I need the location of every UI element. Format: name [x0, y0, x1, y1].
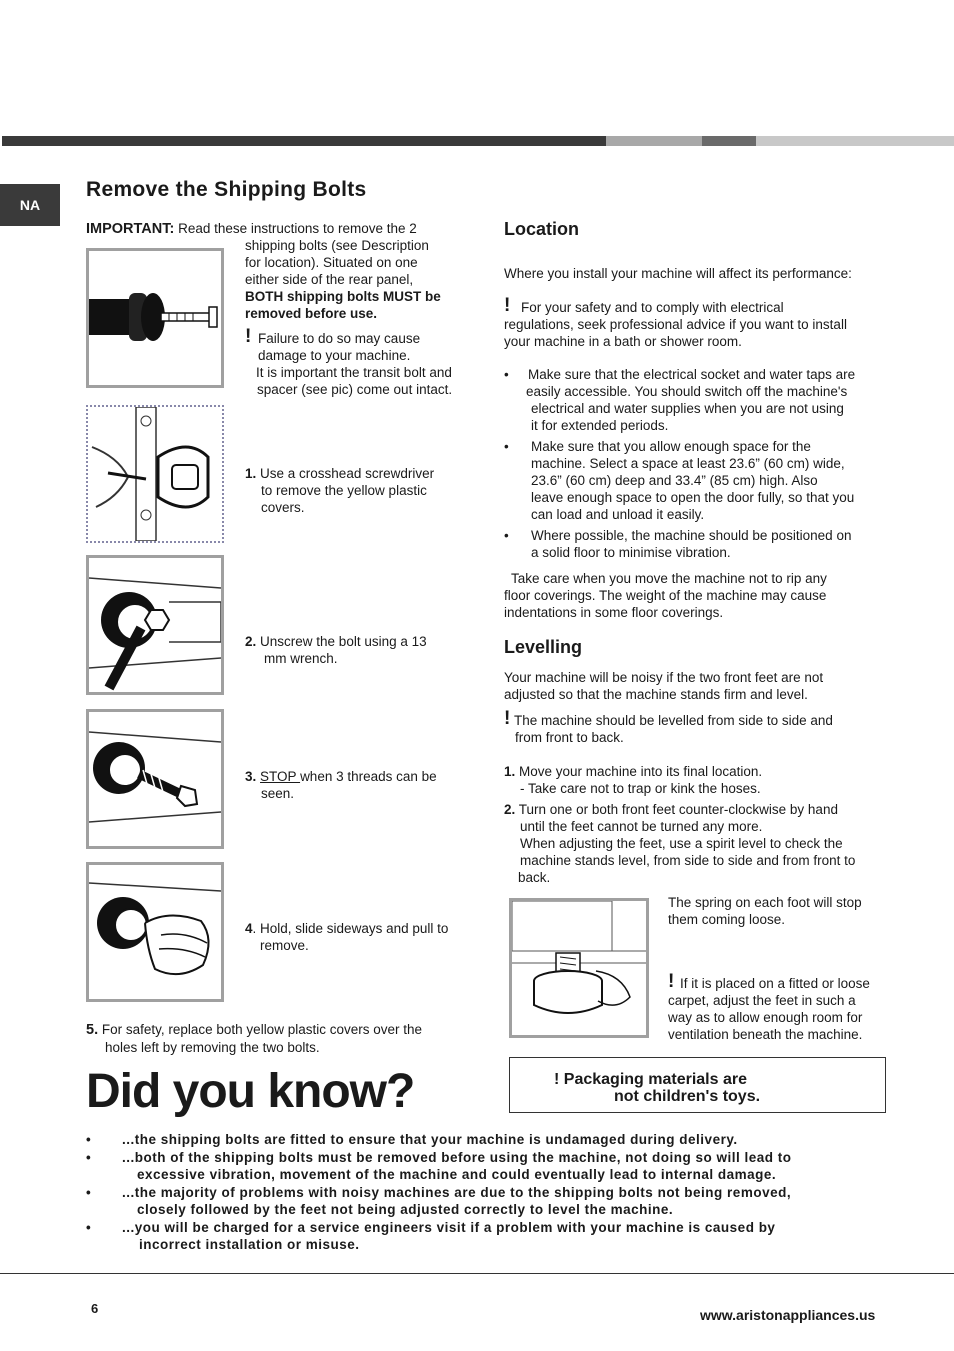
step-5: 5. For safety, replace both yellow plastic covers over the holes left by removing the two bolts. — [86, 1022, 423, 1055]
location-title: Location — [504, 219, 579, 239]
did-you-know-list — [86, 1131, 876, 1254]
levelling-warning-icon: ! — [504, 708, 511, 729]
shipping-warning-note: It is important the transit bolt and spacer (see pic) come out intact. — [256, 365, 453, 397]
location-bullet-1: • Make sure that the electrical socket and water taps are easily accessible. You should switch off the machine's electrical and water supplies when you are not using it for extended periods. — [504, 367, 856, 433]
step-3: 3. STOP when 3 threads can be seen. — [245, 769, 437, 801]
header-bar-dark — [2, 136, 606, 146]
did-you-know-title: Did you know? — [86, 1065, 415, 1118]
list-item: • ...you will be charged for a service engineers visit if a problem with your machine is caused by incorrect installation or misuse. — [86, 1219, 776, 1252]
hand-pull-drawing — [89, 865, 221, 999]
header-bar-mid — [702, 136, 756, 146]
adjustable-foot-illustration — [509, 898, 649, 1038]
page-number: 6 — [91, 1301, 99, 1316]
important-text: Read these instructions to remove the 2 — [178, 221, 417, 236]
location-intro: Where you install your machine will affect its performance: — [504, 266, 852, 281]
shipping-title: Remove the Shipping Bolts — [86, 178, 367, 201]
footer-divider — [0, 1273, 954, 1274]
transit-bolt-drawing — [89, 251, 221, 385]
levelling-step-1: 1. Move your machine into its final location. - Take care not to trap or kink the hoses. — [504, 764, 763, 796]
must-remove-note: BOTH shipping bolts MUST be removed before use. — [245, 289, 441, 321]
wrench-drawing — [89, 558, 221, 692]
step-4: 4. Hold, slide sideways and pull to remove. — [245, 921, 449, 953]
warning-exclamation-icon: ! — [245, 326, 252, 347]
list-item: • ...the majority of problems with noisy machines are due to the shipping bolts not being removed, closely followed by the feet not being adjusted correctly to level the machine. — [86, 1184, 792, 1217]
levelling-warning: The machine should be levelled from side to side and from front to back. — [514, 713, 833, 745]
wrench-illustration — [86, 555, 224, 695]
remove-covers-illustration — [86, 405, 224, 543]
location-care-note: Take care when you move the machine not to rip any floor coverings. The weight of the machine may cause indentations in some floor coverings. — [504, 571, 827, 620]
header-bar-light — [606, 136, 702, 146]
location-warning: For your safety and to comply with electrical regulations, seek professional advice if you want to install your machine in a bath or shower room. — [504, 300, 847, 349]
region-tab: NA — [0, 184, 60, 226]
levelling-intro: Your machine will be noisy if the two front feet are not adjusted so that the machine stands firm and level. — [504, 670, 824, 702]
screwdriver-drawing — [88, 407, 222, 541]
important-continued: shipping bolts (see Description for location). Situated on one either side of the rear panel, BOTH shipping bolts MUST be removed before use. — [245, 237, 470, 322]
shipping-warning: Failure to do so may cause damage to your machine. — [258, 331, 421, 363]
header-bar-pale — [756, 136, 954, 146]
location-bullet-3: • Where possible, the machine should be positioned on a solid floor to minimise vibration. — [504, 528, 852, 560]
list-item: • ...both of the shipping bolts must be removed before using the machine, not doing so will lead to excessive vibration, movement of the machine and could eventually lead to internal damage. — [86, 1149, 792, 1182]
foot-drawing — [512, 901, 646, 1035]
website-link[interactable]: www.aristonappliances.us — [700, 1307, 876, 1323]
stop-label: STOP — [260, 769, 301, 784]
important-line — [86, 220, 466, 238]
pull-bolt-illustration — [86, 862, 224, 1002]
spring-note: The spring on each foot will stop them coming loose. — [668, 895, 862, 927]
levelling-title: Levelling — [504, 637, 583, 657]
important-label: IMPORTANT: — [86, 221, 175, 237]
packaging-warning-box: ! Packaging materials are not children's toys. — [509, 1057, 886, 1113]
list-item: • ...the shipping bolts are fitted to ensure that your machine is undamaged during delivery. — [86, 1132, 738, 1147]
bolt-threads-drawing — [89, 712, 221, 846]
location-bullet-2: • Make sure that you allow enough space for the machine. Select a space at least 23.6” (60 cm) wide, 23.6” (60 cm) deep and 33.4” (85 cm) high. Also leave enough space to open the door fully, so that you can load and unload it easily. — [504, 439, 855, 522]
levelling-step-2: 2. Turn one or both front feet counter-clockwise by hand until the feet cannot be turned any more. When adjusting the feet, use a spirit level to check the machine stands level, from side to side and from front to back. — [504, 802, 856, 885]
transit-bolt-illustration — [86, 248, 224, 388]
carpet-note: If it is placed on a fitted or loose carpet, adjust the feet in such a way as to allow enough room for ventilation beneath the machine. — [668, 976, 870, 1042]
carpet-warning-icon: ! — [668, 971, 675, 992]
step-1: 1. Use a crosshead screwdriver to remove the yellow plastic covers. — [245, 466, 435, 515]
bolt-threads-illustration — [86, 709, 224, 849]
location-warning-icon: ! — [504, 295, 511, 316]
step-2: 2. Unscrew the bolt using a 13 mm wrench. — [245, 634, 427, 666]
